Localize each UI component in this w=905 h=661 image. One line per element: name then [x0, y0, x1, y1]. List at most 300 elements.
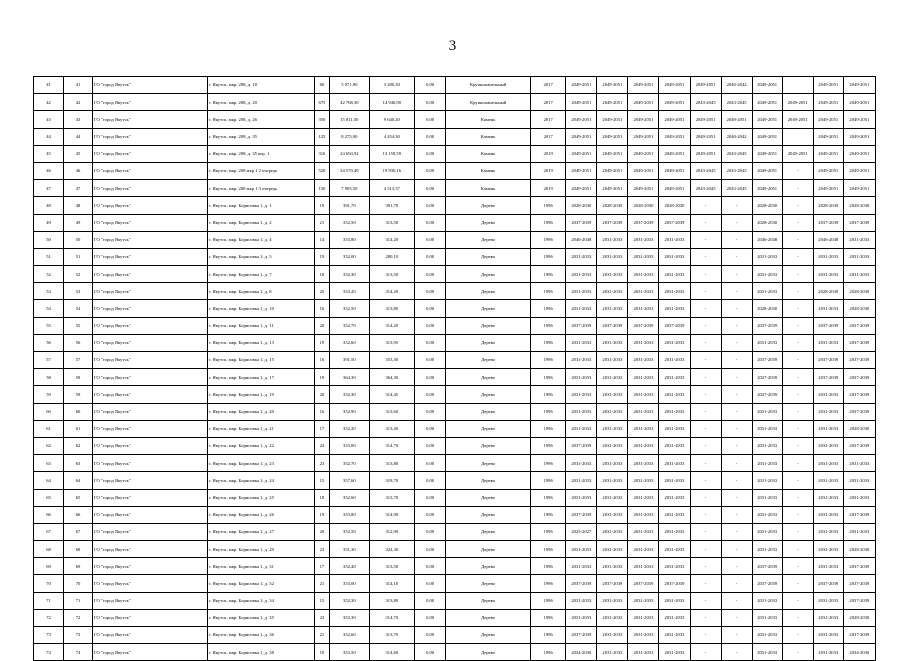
repair-period-cell: 2040-2042	[721, 128, 752, 145]
repair-period-cell: 2031-2033	[597, 644, 628, 661]
repair-period-cell: -	[782, 437, 813, 454]
row-number-cell: 45	[34, 145, 64, 162]
repair-period-cell: 2031-2033	[659, 403, 690, 420]
repair-period-cell: 2031-2033	[628, 592, 659, 609]
repair-period-cell: 2031-2033	[597, 386, 628, 403]
repair-period-cell: -	[782, 627, 813, 644]
row-number-cell: 62	[34, 437, 64, 454]
repair-period-cell: 2037-2039	[843, 592, 875, 609]
registry-number-cell: 42	[64, 94, 93, 111]
repair-period-cell: 2031-2033	[659, 369, 690, 386]
repair-period-cell: -	[721, 455, 752, 472]
total-area-cell: 15 811,50	[330, 111, 369, 128]
municipality-cell: ГО "город Якутск"	[93, 334, 208, 351]
repair-period-cell: 2031-2033	[813, 300, 843, 317]
repair-period-cell: 2049-2051	[843, 180, 875, 197]
repair-period-cell: 2031-2033	[628, 300, 659, 317]
area-col-cell: 350	[314, 111, 330, 128]
registry-number-cell: 55	[64, 317, 93, 334]
area-col-cell: 19	[314, 369, 330, 386]
area-nonliving-cell: 0,00	[415, 248, 446, 265]
repair-period-cell: 2031-2033	[628, 334, 659, 351]
row-number-cell: 65	[34, 489, 64, 506]
area-col-cell: 21	[314, 627, 330, 644]
commissioning-year-cell: 1996	[531, 609, 566, 626]
area-nonliving-cell: 0,00	[415, 455, 446, 472]
repair-period-cell: 2031-2033	[813, 420, 843, 437]
row-number-cell: 41	[34, 77, 64, 94]
repair-period-cell: -	[782, 386, 813, 403]
total-area-cell: 353,30	[330, 609, 369, 626]
area-nonliving-cell: 0,00	[415, 609, 446, 626]
repair-period-cell: 2031-2033	[628, 283, 659, 300]
repair-period-cell: 2028-2030	[813, 197, 843, 214]
area-nonliving-cell: 0,00	[415, 317, 446, 334]
wall-material-cell: Дерево	[446, 575, 531, 592]
repair-period-cell: 2037-2039	[843, 214, 875, 231]
registry-number-cell: 43	[64, 111, 93, 128]
repair-period-cell: 2031-2033	[843, 489, 875, 506]
repair-period-cell: -	[721, 334, 752, 351]
commissioning-year-cell: 2019	[531, 145, 566, 162]
repair-period-cell: -	[721, 352, 752, 369]
area-col-cell: 23	[314, 541, 330, 558]
municipality-cell: ГО "город Якутск"	[93, 111, 208, 128]
repair-period-cell: 2037-2039	[752, 575, 782, 592]
repair-period-cell: 2031-2033	[752, 403, 782, 420]
repair-period-cell: 2031-2033	[597, 403, 628, 420]
row-number-cell: 48	[34, 197, 64, 214]
repair-period-cell: -	[721, 300, 752, 317]
total-area-cell: 352,50	[330, 214, 369, 231]
repair-period-cell: -	[782, 266, 813, 283]
area-nonliving-cell: 0,00	[415, 300, 446, 317]
repair-period-cell: 2031-2033	[813, 334, 843, 351]
total-area-cell: 364,30	[330, 369, 369, 386]
repair-period-cell: 2049-2051	[843, 94, 875, 111]
repair-period-cell: 2031-2033	[659, 506, 690, 523]
repair-period-cell: 2037-2039	[843, 317, 875, 334]
area-nonliving-cell: 0,00	[415, 472, 446, 489]
commissioning-year-cell: 1996	[531, 644, 566, 661]
repair-period-cell: 2049-2051	[566, 77, 597, 94]
living-area-cell: 314,70	[369, 437, 415, 454]
wall-material-cell: Дерево	[446, 472, 531, 489]
wall-material-cell: Дерево	[446, 352, 531, 369]
table-row	[34, 214, 876, 231]
repair-period-cell: 2049-2051	[843, 77, 875, 94]
area-nonliving-cell: 0,00	[415, 162, 446, 179]
area-nonliving-cell: 0,00	[415, 283, 446, 300]
repair-period-cell: -	[782, 352, 813, 369]
address-cell: г. Якутск, мкр. Борисовка 1, д. 1	[207, 197, 314, 214]
area-nonliving-cell: 0,00	[415, 214, 446, 231]
address-cell: г. Якутск, мкр. Борисовка 1, д. 21	[207, 420, 314, 437]
registry-number-cell: 47	[64, 180, 93, 197]
municipality-cell: ГО "город Якутск"	[93, 609, 208, 626]
repair-period-cell: 2031-2033	[566, 334, 597, 351]
repair-period-cell: 2031-2033	[659, 455, 690, 472]
repair-period-cell: -	[721, 283, 752, 300]
total-area-cell: 353,80	[330, 231, 369, 248]
repair-period-cell: 2028-2030	[843, 283, 875, 300]
repair-period-cell: 2031-2033	[752, 283, 782, 300]
total-area-cell: 351,30	[330, 541, 369, 558]
table-row	[34, 386, 876, 403]
living-area-cell: 313,80	[369, 592, 415, 609]
living-area-cell: 314,20	[369, 283, 415, 300]
repair-period-cell: 2037-2039	[843, 437, 875, 454]
repair-period-cell: 2037-2039	[813, 369, 843, 386]
address-cell: г. Якутск, мкр. Борисовка 1, д. 4	[207, 231, 314, 248]
area-col-cell: 19	[314, 506, 330, 523]
repair-period-cell: 2049-2051	[597, 180, 628, 197]
address-cell: г. Якутск, мкр. Борисовка 1, д. 8	[207, 283, 314, 300]
row-number-cell: 61	[34, 420, 64, 437]
commissioning-year-cell: 1996	[531, 437, 566, 454]
repair-period-cell: 2049-2051	[690, 77, 721, 94]
table-row	[34, 77, 876, 94]
municipality-cell: ГО "город Якутск"	[93, 300, 208, 317]
repair-period-cell: 2043-2045	[721, 162, 752, 179]
repair-period-cell: 2037-2039	[628, 575, 659, 592]
wall-material-cell: Камень	[446, 180, 531, 197]
repair-period-cell: 2049-2051	[752, 162, 782, 179]
repair-period-cell: 2028-2030	[752, 300, 782, 317]
repair-period-cell: 2031-2033	[813, 609, 843, 626]
page-number: 3	[448, 38, 457, 54]
living-area-cell: 4 454,30	[369, 128, 415, 145]
repair-period-cell: 2031-2033	[813, 644, 843, 661]
commissioning-year-cell: 1996	[531, 369, 566, 386]
repair-period-cell: 2043-2045	[690, 94, 721, 111]
repair-period-cell: 2031-2033	[659, 420, 690, 437]
repair-period-cell: 2037-2039	[843, 627, 875, 644]
registry-number-cell: 65	[64, 489, 93, 506]
table-row	[34, 145, 876, 162]
address-cell: г. Якутск, мкр. 208 мкр 1 2 очередь	[207, 162, 314, 179]
repair-period-cell: 2049-2051	[843, 162, 875, 179]
repair-period-cell: 2049-2051	[566, 128, 597, 145]
repair-period-cell: 2049-2051	[597, 162, 628, 179]
area-col-cell: 16	[314, 352, 330, 369]
municipality-cell: ГО "город Якутск"	[93, 437, 208, 454]
repair-period-cell: 2049-2051	[628, 162, 659, 179]
repair-period-cell: 2031-2033	[628, 506, 659, 523]
area-col-cell: 17	[314, 420, 330, 437]
repair-period-cell: 2031-2033	[628, 266, 659, 283]
repair-period-cell: 2031-2033	[752, 455, 782, 472]
repair-period-cell: 2031-2033	[659, 592, 690, 609]
repair-period-cell: -	[782, 455, 813, 472]
repair-period-cell: 2037-2039	[843, 403, 875, 420]
row-number-cell: 52	[34, 266, 64, 283]
area-nonliving-cell: 0,00	[415, 575, 446, 592]
municipality-cell: ГО "город Якутск"	[93, 283, 208, 300]
area-nonliving-cell: 0,00	[415, 558, 446, 575]
repair-period-cell: 2037-2039	[843, 352, 875, 369]
living-area-cell: 314,70	[369, 609, 415, 626]
repair-period-cell: 2049-2051	[628, 128, 659, 145]
repair-period-cell: -	[690, 575, 721, 592]
repair-period-cell: 2031-2033	[566, 386, 597, 403]
repair-period-cell: 2031-2033	[843, 248, 875, 265]
commissioning-year-cell: 1996	[531, 506, 566, 523]
commissioning-year-cell: 1996	[531, 420, 566, 437]
municipality-cell: ГО "город Якутск"	[93, 77, 208, 94]
table-row	[34, 403, 876, 420]
area-col-cell: 316	[314, 145, 330, 162]
address-cell: г. Якутск, мкр. Борисовка 1, д. 38	[207, 644, 314, 661]
repair-period-cell: 2043-2045	[690, 180, 721, 197]
repair-period-cell: -	[690, 352, 721, 369]
repair-period-cell: 2049-2051	[813, 128, 843, 145]
repair-period-cell: 2049-2051	[566, 162, 597, 179]
registry-number-cell: 57	[64, 352, 93, 369]
repair-period-cell: 2049-2051	[752, 180, 782, 197]
repair-period-cell: 2031-2033	[752, 644, 782, 661]
repair-period-cell: 2049-2051	[566, 145, 597, 162]
repair-period-cell: -	[721, 541, 752, 558]
repair-period-cell: -	[690, 558, 721, 575]
repair-period-cell: -	[690, 317, 721, 334]
repair-period-cell: -	[690, 403, 721, 420]
row-number-cell: 73	[34, 627, 64, 644]
repair-period-cell: 2031-2033	[597, 609, 628, 626]
repair-period-cell: 2031-2033	[659, 609, 690, 626]
repair-period-cell: -	[782, 489, 813, 506]
repair-period-cell: 2031-2033	[566, 283, 597, 300]
repair-period-cell: -	[690, 300, 721, 317]
registry-number-cell: 67	[64, 523, 93, 540]
address-cell: г. Якутск, мкр. Борисовка 1, д. 32	[207, 575, 314, 592]
repair-period-cell: -	[782, 283, 813, 300]
row-number-cell: 67	[34, 523, 64, 540]
row-number-cell: 70	[34, 575, 64, 592]
repair-period-cell: 2031-2033	[813, 627, 843, 644]
repair-period-cell: 2031-2033	[597, 627, 628, 644]
repair-period-cell: 2031-2033	[843, 266, 875, 283]
registry-number-cell: 64	[64, 472, 93, 489]
total-area-cell: 353,00	[330, 575, 369, 592]
wall-material-cell: Крупнопанельный	[446, 94, 531, 111]
area-col-cell: 19	[314, 248, 330, 265]
repair-period-cell: 2049-2051	[843, 145, 875, 162]
address-cell: г. Якутск, мкр. Борисовка 1, д. 27	[207, 523, 314, 540]
registry-number-cell: 44	[64, 128, 93, 145]
municipality-cell: ГО "город Якутск"	[93, 506, 208, 523]
address-cell: г. Якутск, мкр. Борисовка 1, д. 5	[207, 248, 314, 265]
repair-period-cell: -	[782, 609, 813, 626]
repair-period-cell: 2031-2033	[813, 506, 843, 523]
repair-period-cell: 2031-2033	[628, 627, 659, 644]
repair-period-cell	[782, 77, 813, 94]
registry-number-cell: 71	[64, 592, 93, 609]
repair-period-cell: 2031-2033	[659, 386, 690, 403]
wall-material-cell: Дерево	[446, 420, 531, 437]
table-row	[34, 558, 876, 575]
repair-period-cell: 2028-2030	[843, 197, 875, 214]
living-area-cell: 318,70	[369, 472, 415, 489]
repair-period-cell: 2031-2033	[597, 231, 628, 248]
row-number-cell: 66	[34, 506, 64, 523]
commissioning-year-cell: 1996	[531, 283, 566, 300]
repair-period-cell: 2049-2051	[659, 128, 690, 145]
repair-period-cell: 2043-2045	[690, 162, 721, 179]
table-row	[34, 437, 876, 454]
table-row	[34, 609, 876, 626]
wall-material-cell: Дерево	[446, 300, 531, 317]
repair-period-cell: 2031-2033	[659, 231, 690, 248]
registry-number-cell: 62	[64, 437, 93, 454]
area-nonliving-cell: 0,00	[415, 334, 446, 351]
area-col-cell: 15	[314, 592, 330, 609]
municipality-cell: ГО "город Якутск"	[93, 489, 208, 506]
repair-period-cell: 2046-2048	[752, 231, 782, 248]
area-nonliving-cell: 0,00	[415, 197, 446, 214]
living-area-cell: 314,90	[369, 506, 415, 523]
repair-period-cell: 2031-2033	[752, 248, 782, 265]
registry-number-cell: 68	[64, 541, 93, 558]
registry-number-cell: 59	[64, 386, 93, 403]
commissioning-year-cell: 1996	[531, 403, 566, 420]
total-area-cell: 352,30	[330, 592, 369, 609]
living-area-cell: 313,95	[369, 334, 415, 351]
repair-period-cell: -	[782, 317, 813, 334]
living-area-cell: 313,50	[369, 266, 415, 283]
repair-period-cell: 2031-2033	[566, 300, 597, 317]
registry-number-cell: 66	[64, 506, 93, 523]
area-nonliving-cell: 0,00	[415, 541, 446, 558]
repair-period-cell: 2031-2033	[597, 420, 628, 437]
repair-period-cell: 2031-2033	[659, 627, 690, 644]
total-area-cell: 8 275,90	[330, 128, 369, 145]
living-area-cell: 313,70	[369, 489, 415, 506]
repair-period-cell: 2031-2033	[843, 472, 875, 489]
table-row	[34, 128, 876, 145]
address-cell: г. Якутск, мкр. Борисовка 1, д. 7	[207, 266, 314, 283]
registry-number-cell: 50	[64, 231, 93, 248]
table-row	[34, 369, 876, 386]
commissioning-year-cell: 1996	[531, 558, 566, 575]
repair-period-cell: 2037-2039	[813, 317, 843, 334]
row-number-cell: 42	[34, 94, 64, 111]
total-area-cell: 353,50	[330, 644, 369, 661]
table-row	[34, 266, 876, 283]
wall-material-cell: Дерево	[446, 644, 531, 661]
row-number-cell: 49	[34, 214, 64, 231]
commissioning-year-cell: 2017	[531, 94, 566, 111]
repair-period-cell: -	[690, 248, 721, 265]
commissioning-year-cell: 1996	[531, 592, 566, 609]
wall-material-cell: Дерево	[446, 627, 531, 644]
commissioning-year-cell: 1996	[531, 334, 566, 351]
table-row	[34, 334, 876, 351]
total-area-cell: 352,30	[330, 386, 369, 403]
repair-period-cell: -	[782, 644, 813, 661]
registry-number-cell: 56	[64, 334, 93, 351]
repair-period-cell: -	[721, 403, 752, 420]
row-number-cell: 44	[34, 128, 64, 145]
repair-period-cell: 2031-2033	[597, 437, 628, 454]
row-number-cell: 43	[34, 111, 64, 128]
repair-period-cell: 2037-2039	[752, 558, 782, 575]
wall-material-cell: Дерево	[446, 455, 531, 472]
repair-period-cell: 2037-2039	[659, 214, 690, 231]
wall-material-cell: Дерево	[446, 489, 531, 506]
repair-period-cell: 2049-2051	[752, 128, 782, 145]
repair-period-cell: 2046-2048	[813, 231, 843, 248]
commissioning-year-cell: 1996	[531, 300, 566, 317]
repair-period-cell: 2037-2039	[843, 386, 875, 403]
address-cell: г. Якутск, мкр. 208, д. 35 кор. 1	[207, 145, 314, 162]
area-col-cell: 17	[314, 558, 330, 575]
repair-period-cell: 2037-2039	[752, 386, 782, 403]
repair-period-cell: -	[782, 575, 813, 592]
repair-period-cell: 2031-2033	[752, 334, 782, 351]
repair-period-cell: -	[690, 455, 721, 472]
commissioning-year-cell: 1996	[531, 266, 566, 283]
municipality-cell: ГО "город Якутск"	[93, 403, 208, 420]
table-row	[34, 248, 876, 265]
total-area-cell: 391,70	[330, 197, 369, 214]
repair-period-cell: 2031-2033	[566, 609, 597, 626]
commissioning-year-cell: 2019	[531, 162, 566, 179]
repair-period-cell: 2037-2039	[843, 575, 875, 592]
repair-period-cell: -	[782, 369, 813, 386]
repair-period-cell: -	[782, 248, 813, 265]
area-nonliving-cell: 0,00	[415, 506, 446, 523]
living-area-cell: 314,45	[369, 386, 415, 403]
repair-period-cell: 2031-2033	[659, 283, 690, 300]
repair-period-cell: -	[690, 266, 721, 283]
repair-period-cell: 2031-2033	[628, 541, 659, 558]
repair-period-cell: 2028-2030	[566, 197, 597, 214]
commissioning-year-cell: 1996	[531, 575, 566, 592]
table-row	[34, 352, 876, 369]
table-row	[34, 489, 876, 506]
repair-period-cell: 2031-2033	[659, 489, 690, 506]
repair-period-cell: 2049-2051	[782, 94, 813, 111]
wall-material-cell: Камень	[446, 111, 531, 128]
table-row	[34, 231, 876, 248]
area-nonliving-cell: 0,00	[415, 231, 446, 248]
table-row	[34, 283, 876, 300]
repair-period-cell: -	[721, 558, 752, 575]
row-number-cell: 46	[34, 162, 64, 179]
address-cell: г. Якутск, мкр. 208 мкр 1 3 очередь	[207, 180, 314, 197]
repair-period-cell: 2037-2039	[659, 575, 690, 592]
commissioning-year-cell: 1996	[531, 455, 566, 472]
registry-number-cell: 60	[64, 403, 93, 420]
repair-period-cell: -	[721, 214, 752, 231]
living-area-cell: 313,50	[369, 214, 415, 231]
living-area-cell: 314,10	[369, 575, 415, 592]
wall-material-cell: Крупнопанельный	[446, 77, 531, 94]
repair-period-cell: 2031-2033	[566, 592, 597, 609]
repair-period-cell: 2031-2033	[628, 403, 659, 420]
repair-period-cell: 2031-2033	[597, 352, 628, 369]
municipality-cell: ГО "город Якутск"	[93, 592, 208, 609]
repair-period-cell: 2031-2033	[659, 644, 690, 661]
address-cell: г. Якутск, мкр. 208, д. 35	[207, 128, 314, 145]
address-cell: г. Якутск, мкр. Борисовка 1, д. 34	[207, 592, 314, 609]
repair-period-cell: 2049-2051	[843, 128, 875, 145]
row-number-cell: 74	[34, 644, 64, 661]
table-row	[34, 94, 876, 111]
address-cell: г. Якутск, мкр. Борисовка 1, д. 29	[207, 541, 314, 558]
repair-period-cell: -	[690, 489, 721, 506]
